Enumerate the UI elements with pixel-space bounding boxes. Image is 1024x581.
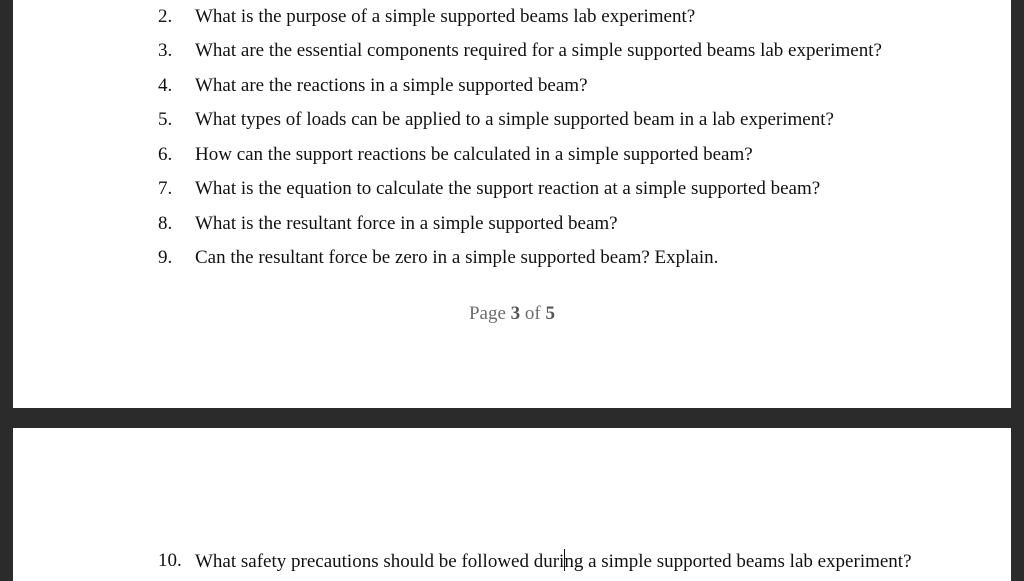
question-number: 7. <box>158 178 173 199</box>
question-text: What types of loads can be applied to a simple supported beam in a lab experiment? <box>195 109 834 130</box>
question-number: 4. <box>158 75 173 96</box>
footer-prefix: Page <box>468 303 506 324</box>
footer-of: of <box>524 303 541 324</box>
question-number: 6. <box>158 144 173 165</box>
question-text: What is the purpose of a simple supported beams lab experiment? <box>195 6 696 27</box>
footer-total-pages: 5 <box>545 303 555 324</box>
question-number: 9. <box>158 247 173 268</box>
page-number-footer <box>13 303 1011 325</box>
question-text: Can the resultant force be zero in a simple supported beam? Explain. <box>195 247 719 268</box>
document-page-4 <box>13 428 1011 581</box>
question-text: What are the essential components required for a simple supported beams lab experiment? <box>195 40 882 61</box>
footer-current-page: 3 <box>510 303 521 324</box>
question-text-part: What safety precautions should be followed duri <box>195 551 565 572</box>
question-text: How can the support reactions be calculated in a simple supported beam? <box>195 144 753 165</box>
question-number: 8. <box>158 213 173 234</box>
question-text: What are the reactions in a simple supported beam? <box>195 75 588 96</box>
question-number: 5. <box>158 109 173 130</box>
question-text: What is the resultant force in a simple supported beam? <box>195 213 618 234</box>
question-text-part: ng a simple supported beams lab experiment? <box>564 551 912 572</box>
question-number: 10. <box>158 550 182 571</box>
question-text: What is the equation to calculate the support reaction at a simple supported beam? <box>195 178 821 199</box>
question-text[interactable] <box>195 549 912 574</box>
question-number: 3. <box>158 40 173 61</box>
document-page-3 <box>13 0 1011 408</box>
question-number: 2. <box>158 6 173 27</box>
